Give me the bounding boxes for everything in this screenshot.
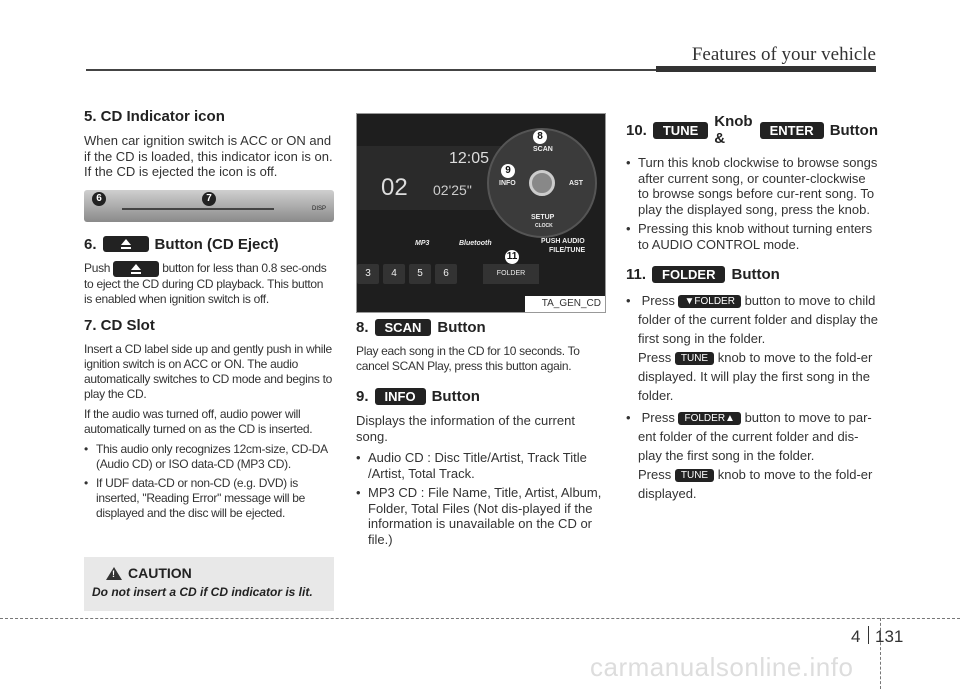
folder-up-text: button to move to par-ent folder of the current folder and dis-play the first song in the folder. [638,410,872,463]
callout-7: 7 [202,192,216,206]
preset-keys [357,264,457,284]
bluetooth-logo: Bluetooth [459,240,492,247]
disp-label: DISP [311,205,326,212]
section-9-title [356,388,606,405]
section-11-title [626,266,878,283]
section-11-number: 11. [626,266,647,283]
folder-up-badge: FOLDER▲ [678,412,740,425]
radio-panel-image [356,113,606,313]
press-label: Press [638,350,672,365]
callout-9: 9 [501,164,515,178]
radio-elapsed: 02'25" [433,182,472,198]
list-item [626,408,878,503]
clock-label: CLOCK [535,223,553,229]
list-item: • This audio only recognizes 12cm-size, CD-DA (Audio CD) or ISO data-CD (MP3 CD). [84,442,334,472]
cd-slot-opening [122,208,274,210]
list-item: • Pressing this knob without turning enters to AUDIO CONTROL mode. [626,221,878,252]
page-number: 131 [875,627,904,646]
eject-icon [103,236,149,252]
section-7-p2: If the audio was turned off, audio power will automatically turned on as the CD is inserted. [84,406,313,436]
folder-badge: FOLDER [652,266,725,283]
section-9-number: 9. [356,388,369,405]
scan-label: SCAN [533,146,553,153]
section-8-suffix: Button [437,319,486,336]
section-10-title [626,113,878,147]
preset-key: 4 [383,264,405,284]
folder-key: FOLDER [483,264,539,284]
section-8-body: Play each song in the CD for 10 seconds. To cancel SCAN Play, press this button again. [356,344,580,373]
column-1 [84,108,334,527]
radio-track: 02 [381,174,408,201]
cd-slot-image [84,190,334,222]
section-9-list [356,450,606,547]
list-item: • Turn this knob clockwise to browse songs after current song, or counter-clockwise to browse songs before cur-rent song. To play the displayed song, press the knob. [626,155,878,217]
section-9-body: Displays the information of the current song. [356,413,575,444]
warning-icon [106,567,122,580]
section-6-text: button for less than 0.8 sec-onds to eject the CD during CD playback. This button is enabled when ignition switch is off. [84,260,327,306]
section-6-push: Push [84,260,111,275]
list-item: • Audio CD : Disc Title/Artist, Track Title /Artist, Total Track. [356,450,606,481]
section-10-mid: Knob & [714,113,753,147]
section-10-list [626,155,878,252]
section-8-number: 8. [356,319,369,336]
section-6-body [84,261,334,307]
info-label: INFO [499,180,516,187]
section-6-number: 6. [84,235,97,253]
header-rule-accent [656,66,876,72]
ast-label: AST [569,180,583,187]
enter-badge: ENTER [760,122,824,139]
section-11-suffix: Button [731,266,780,283]
callout-11: 11 [506,251,518,262]
tune-badge: TUNE [653,122,708,139]
section-9-suffix: Button [431,388,480,405]
info-badge: INFO [375,388,426,405]
section-7-title: 7. CD Slot [84,316,155,334]
section-6-suffix: Button (CD Eject) [154,235,279,253]
folder-down-text: button to move to child folder of the current folder and display the first song in the folder. [638,293,878,346]
scan-badge: SCAN [375,319,432,336]
column-2 [356,113,606,553]
eject-icon [113,261,159,277]
watermark: carmanualsonline.info [590,652,854,682]
column-3 [626,113,878,509]
mp3-logo: MP3 [415,240,430,247]
section-7-p1: Insert a CD label side up and gently push in while ignition switch is on ACC or ON. The audio automatically switches to CD mode and begins to play the CD. [84,341,333,401]
caution-text: Do not insert a CD if CD indicator is lit. [92,585,313,599]
image-caption: TA_GEN_CD [525,296,605,312]
radio-time: 12:05 [449,150,490,167]
section-5-title: 5. CD Indicator icon [84,108,225,125]
preset-key: 5 [409,264,431,284]
tune-badge-small: TUNE [675,352,714,365]
press-label: Press [638,467,672,482]
tune-text: knob to move to the fold-er displayed. It will play the first song in the folder. [638,350,873,403]
press-label: Press [641,410,675,425]
header-title: Features of your vehicle [691,44,876,65]
preset-key: 6 [435,264,457,284]
callout-8: 8 [533,130,547,144]
section-7-list [84,442,334,521]
file-tune-label: FILE/TUNE [549,247,586,254]
list-item: • If UDF data-CD or non-CD (e.g. DVD) is inserted, "Reading Error" message will be displayed and the disc will be ejected. [84,476,334,521]
section-10-number: 10. [626,121,647,139]
caution-title [106,565,326,581]
footer-rule [0,618,960,619]
setup-label: SETUP [531,214,555,221]
tune-text: knob to move to the fold-er displayed. [638,467,873,501]
section-6-title [84,236,334,253]
chapter-number: 4 [851,627,861,646]
section-11-list [626,291,878,503]
folder-down-badge: ▼FOLDER [678,295,740,308]
list-item [626,291,878,405]
caution-box [84,557,334,611]
list-item: • MP3 CD : File Name, Title, Artist, Album, Folder, Total Files (Not dis-played if the information is unavailable on the CD or file.) [356,485,606,547]
preset-key: 3 [357,264,379,284]
center-knob [529,170,555,196]
press-label: Press [641,293,675,308]
section-8-title [356,319,606,336]
section-5-body: When car ignition switch is ACC or ON and if the CD is loaded, this indicator icon is on. If the CD is ejected the icon is off. [84,133,333,179]
callout-6: 6 [92,192,106,206]
caution-label: CAUTION [128,565,192,581]
page-separator [868,626,869,644]
tune-badge-small: TUNE [675,469,714,482]
section-10-suffix: Button [829,121,878,139]
push-audio-label: PUSH AUDIO [541,238,585,245]
